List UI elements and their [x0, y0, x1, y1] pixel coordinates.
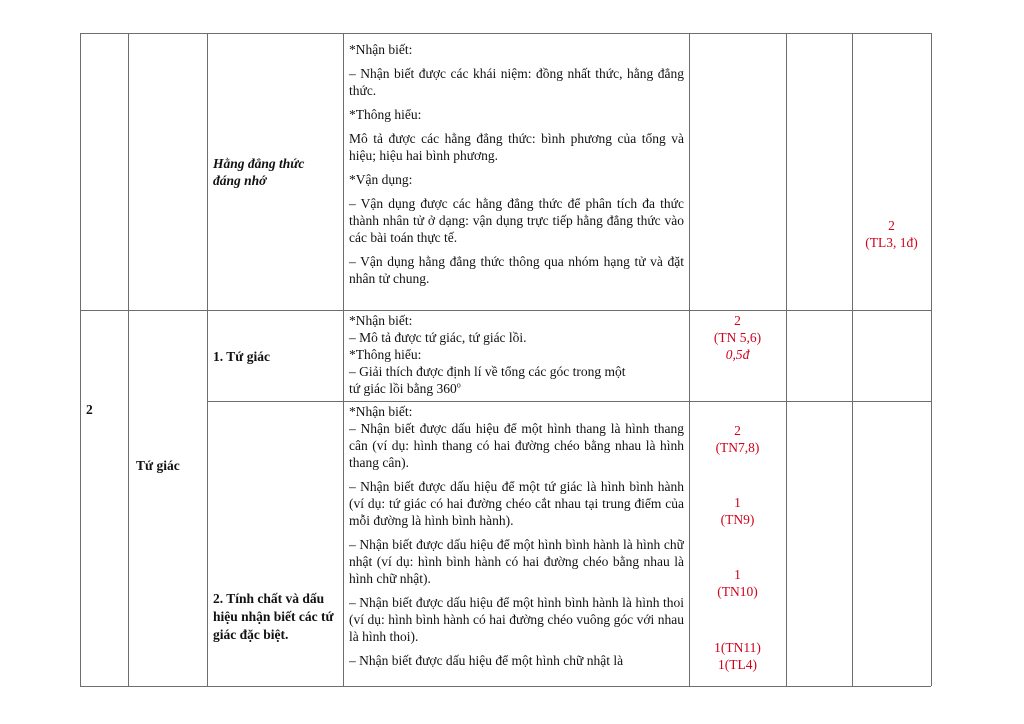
question-ref: (TN9) [720, 512, 755, 527]
question-ref: 1(TL4) [718, 657, 757, 672]
col-border [852, 33, 853, 686]
requirement-heading: *Nhận biết: [349, 313, 413, 328]
requirement-item: – Giải thích được định lí về tổng các góc trong một [349, 364, 626, 379]
requirement-item: tứ giác lồi bằng 360$^o$ [349, 380, 461, 396]
question-count: 2 [734, 423, 741, 438]
question-count-mark [689, 639, 786, 673]
col-border [128, 33, 129, 686]
col-border [931, 33, 932, 686]
requirements-cell [349, 312, 684, 397]
requirements-cell [349, 41, 684, 287]
question-score: 0,5đ [725, 347, 750, 362]
requirement-heading: *Nhận biết: [349, 42, 413, 57]
question-count-mark [852, 217, 931, 251]
requirement-item: – Nhận biết được các khái niệm: đồng nhất thức, hằng đẳng thức. [349, 66, 684, 98]
topic-cell [213, 155, 335, 189]
question-count: 2 [888, 218, 895, 233]
degree-symbol: o [456, 380, 461, 390]
subtopic-title: 2. Tính chất và dấu hiệu nhận biết các tứ giác đặc biệt. [213, 591, 334, 642]
question-count: 2 [734, 313, 741, 328]
requirements-cell [349, 403, 684, 685]
requirement-heading: *Nhận biết: [349, 404, 413, 419]
col-border [786, 33, 787, 686]
col-border [207, 33, 208, 686]
requirement-item: – Vận dụng hằng đẳng thức thông qua nhóm hạng tử và đặt nhân tử chung. [349, 254, 684, 286]
subtopic-title: 1. Tứ giác [213, 349, 270, 364]
requirement-heading: *Thông hiểu: [349, 347, 422, 362]
requirement-heading: *Thông hiểu: [349, 107, 422, 122]
question-count: 1(TN11) [714, 640, 761, 655]
question-count-mark [689, 566, 786, 600]
question-count: 1 [734, 567, 741, 582]
question-ref: (TL3, 1đ) [865, 235, 918, 250]
topic-title: Hằng đẳng thức đáng nhớ [213, 156, 305, 188]
table-bottom-border [80, 686, 931, 687]
requirement-item: – Nhận biết được dấu hiệu để một hình bình hành là hình thoi (ví dụ: hình bình hành có hai đường chéo vuông góc với nhau là hình thoi). [349, 595, 684, 644]
row-number: 2 [86, 402, 93, 417]
requirement-item: – Nhận biết được dấu hiệu để một tứ giác là hình bình hành (ví dụ: tứ giác có hai đường chéo cắt nhau tại trung điểm của mỗi đường là hình bình hành). [349, 479, 684, 528]
question-ref: (TN10) [717, 584, 758, 599]
question-count: 1 [734, 495, 741, 510]
question-count-mark [689, 422, 786, 456]
question-ref: (TN7,8) [715, 440, 760, 455]
question-count-mark [689, 312, 786, 363]
requirement-item: – Vận dụng được các hằng đẳng thức để phân tích đa thức thành nhân tử ở dạng: vận dụng trực tiếp hằng đẳng thức vào các bài toán thực tế. [349, 196, 684, 245]
requirement-item: Mô tả được các hằng đẳng thức: bình phương của tổng và hiệu; hiệu hai bình phương. [349, 131, 684, 163]
requirement-item: – Mô tả được tứ giác, tứ giác lồi. [349, 330, 527, 345]
requirement-item: – Nhận biết được dấu hiệu để một hình chữ nhật là [349, 653, 624, 668]
col-border [343, 33, 344, 686]
subrow-divider [207, 401, 931, 402]
requirement-heading: *Vận dụng: [349, 172, 413, 187]
question-count-mark [689, 494, 786, 528]
chapter-title: Tứ giác [136, 458, 180, 473]
requirement-item: – Nhận biết được dấu hiệu để một hình bình hành là hình chữ nhật (ví dụ: hình bình hành có hai đường chéo bằng nhau là hình chữ nhật). [349, 537, 684, 586]
requirement-item: – Nhận biết được dấu hiệu để một hình thang là hình thang cân (ví dụ: hình thang có hai đường chéo bằng nhau là hình thang cân). [349, 421, 684, 470]
question-ref: (TN 5,6) [713, 330, 762, 345]
col-border [80, 33, 81, 686]
